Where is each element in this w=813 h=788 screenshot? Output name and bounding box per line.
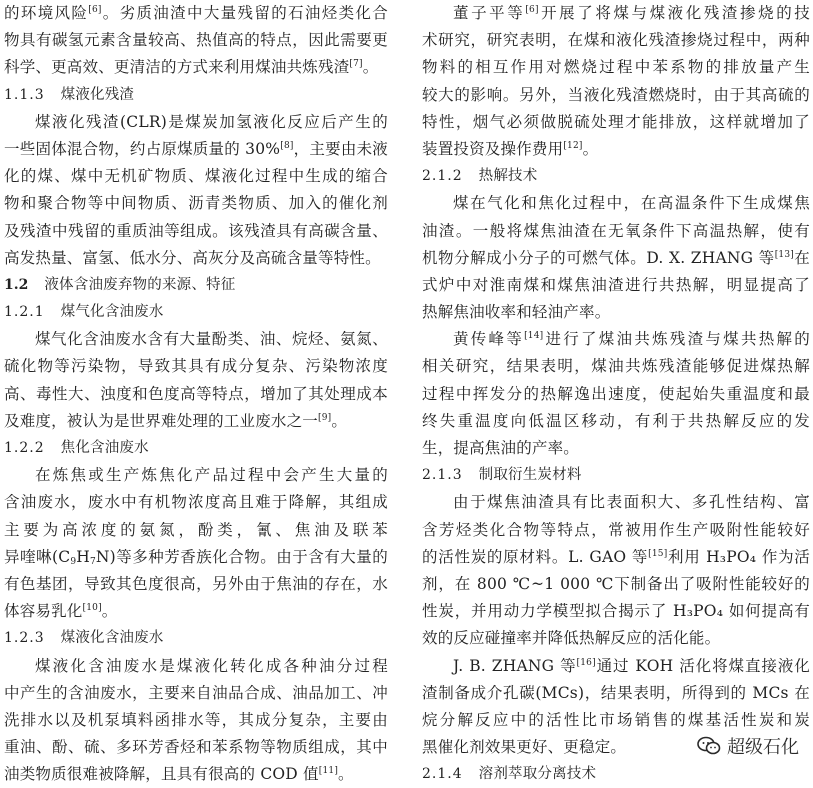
text-run: 。	[338, 765, 354, 784]
paragraph-line	[422, 54, 810, 81]
text-run: 体容易乳化	[4, 602, 83, 621]
section-title: 制取衍生炭材料	[478, 467, 582, 484]
text-run: 通过 KOH 活化将煤直接液化	[595, 656, 810, 675]
text-run: 洗排水以及机泵填料函排水等，其成分复杂，主要由	[4, 710, 388, 729]
paragraph-line	[422, 653, 810, 680]
paragraph-line	[422, 408, 810, 435]
paragraph-line	[422, 82, 810, 109]
section-number: 1.1.3	[4, 86, 45, 103]
text-run: 黑催化剂效果更好、更稳定。	[422, 738, 627, 757]
paragraph-line	[4, 680, 388, 707]
citation-ref: [6]	[88, 5, 102, 15]
section-heading	[422, 761, 810, 788]
section-number: 1.2	[4, 276, 29, 293]
paragraph-line	[4, 109, 388, 136]
text-run: 在炼焦或生产炼焦化产品过程中会产生大量的	[35, 466, 388, 485]
paragraph-line	[4, 489, 388, 516]
paragraph-line	[4, 163, 388, 190]
section-heading	[422, 462, 810, 489]
paragraph-line	[4, 734, 388, 761]
section-heading	[4, 272, 388, 299]
text-run: 开展了将煤与煤液化残渣掺烧的技	[538, 4, 810, 22]
section-number: 1.2.1	[4, 304, 45, 321]
citation-ref: [13]	[774, 249, 794, 260]
section-heading	[4, 625, 388, 652]
text-run: 含油废水，废水中有机物浓度高且难于降解，其组成	[4, 493, 388, 512]
paragraph-line	[4, 136, 388, 163]
text-run: 剂，在 800 ℃~1 000 ℃下制备出了吸附性能较好的	[422, 574, 810, 593]
text-run: 煤气化含油废水含有大量酚类、油、烷烃、氨氮、	[35, 330, 388, 349]
paragraph-line	[4, 27, 388, 54]
paragraph-line	[422, 326, 810, 353]
section-heading	[422, 163, 810, 190]
text-run: 较大的影响。另外，当液化残渣燃烧时，由于其高硫的	[422, 85, 810, 104]
paragraph-line	[422, 707, 810, 734]
citation-ref: [16]	[576, 657, 596, 668]
paragraph-line	[422, 517, 810, 544]
paragraph-line	[4, 381, 388, 408]
paragraph-line	[4, 190, 388, 217]
section-title: 液体含油废弃物的来源、特征	[44, 276, 236, 293]
text-run: 重油、酚、硫、多环芳香烃和苯系物等物质组成，其中	[4, 738, 388, 757]
citation-ref: [14]	[524, 331, 544, 342]
section-title: 煤气化含油废水	[60, 304, 164, 321]
text-run: 及残渣中残留的重质油等组成。该残渣具有高碳含量、	[4, 221, 388, 240]
text-run: 渣制备成介孔碳(MCs)，结果表明，所得到的 MCs 在	[422, 683, 810, 702]
section-number: 2.1.2	[422, 168, 463, 185]
subscript: 7	[89, 556, 96, 567]
text-run: 煤在气化和焦化过程中，在高温条件下生成煤焦	[453, 194, 810, 213]
text-run: 。	[362, 58, 379, 77]
text-run: 。	[101, 602, 118, 621]
citation-ref: [10]	[82, 603, 102, 614]
text-run: 在	[793, 248, 810, 267]
paragraph-line	[4, 353, 388, 380]
text-run: 利用 H₃PO₄ 作为活	[667, 547, 810, 566]
paragraph-line	[4, 0, 388, 27]
section-heading	[4, 82, 388, 109]
text-run: 有色基团，导致其色度很高，另外由于焦油的存在，水	[4, 574, 388, 593]
citation-ref: [11]	[318, 766, 339, 777]
text-run: 物和聚合物等中间物质、沥青类物质、加入的催化剂	[4, 194, 388, 213]
section-number: 1.2.2	[4, 440, 45, 456]
section-title: 煤液化残渣	[60, 86, 135, 103]
section-heading	[4, 435, 388, 462]
paragraph-line	[4, 517, 388, 544]
text-run: 高、毒性大、浊度和色度高等特点，增加了其处理成本	[4, 384, 388, 403]
left-column	[4, 0, 388, 788]
paragraph-line	[422, 381, 810, 408]
text-run: 由于煤焦油渣具有比表面积大、多孔性结构、富	[453, 493, 810, 512]
paragraph-line	[422, 571, 810, 598]
text-run: 过程中挥发分的热解逸出速度，使起始失重温度和最	[422, 384, 810, 403]
text-run: 。	[582, 139, 599, 158]
paragraph-line	[422, 435, 810, 462]
text-run: 热解焦油收率和轻油产率。	[422, 303, 611, 322]
paragraph-line	[422, 136, 810, 163]
paragraph-line	[422, 489, 810, 516]
citation-ref: [7]	[349, 59, 363, 70]
text-run: 异喹啉(C	[4, 547, 71, 566]
section-number: 2.1.4	[422, 766, 463, 783]
text-run: N)等多种芳香族化合物。由于含有大量的	[95, 547, 388, 566]
text-run: 烷分解反应中的活性比市场销售的煤基活性炭和炭	[422, 710, 810, 729]
text-run: 生，提高焦油的产率。	[422, 439, 580, 457]
text-run: 一些固体混合物，约占原煤质量的 30%	[4, 139, 281, 158]
text-run: J. B. ZHANG 等	[453, 656, 577, 675]
text-run: 性炭，并用动力学模型拟合揭示了 H₃PO₄ 如何提高有	[422, 602, 810, 621]
paragraph-line	[4, 462, 388, 489]
section-title: 热解技术	[478, 168, 538, 185]
text-run: 效的反应碰撞率并降低热解反应的活化能。	[422, 629, 721, 648]
citation-ref: [15]	[648, 548, 668, 559]
text-run: ，主要由未液	[293, 139, 388, 158]
text-run: 术研究，研究表明，在煤和液化残渣掺烧过程中，两种	[422, 31, 810, 50]
paragraph-line	[422, 218, 810, 245]
paragraph-line	[422, 190, 810, 217]
text-run: 油类物质很难被降解，且具有很高的 COD 值	[4, 765, 319, 784]
text-run: 。劣质油渣中大量残留的石油烃类化合	[101, 4, 388, 22]
right-column	[422, 0, 810, 788]
paragraph-line	[422, 109, 810, 136]
paragraph-line	[422, 680, 810, 707]
text-run: 装置投资及操作费用	[422, 139, 564, 158]
text-run: 煤液化含油废水是煤液化转化成各种油分过程	[35, 656, 388, 675]
text-run: H	[76, 547, 90, 566]
text-run: 董子平等	[453, 4, 526, 22]
paragraph-line	[422, 272, 810, 299]
paragraph-line	[422, 245, 810, 272]
text-run: 终失重温度向低温区移动，有利于共热解反应的发	[422, 411, 810, 430]
paragraph-line	[422, 625, 810, 652]
section-number: 2.1.3	[422, 467, 463, 484]
paragraph-line	[4, 408, 388, 435]
paragraph-line	[422, 544, 810, 571]
citation-ref: [12]	[563, 140, 583, 151]
paragraph-line	[4, 218, 388, 245]
text-run: 高发热量、富氢、低水分、高灰分及高硫含量等特性。	[4, 248, 381, 267]
text-run: 物料的相互作用对燃烧过程中苯系物的排放量产生	[422, 58, 810, 77]
paragraph-line	[4, 544, 388, 571]
citation-ref: [8]	[280, 140, 294, 151]
text-run: 进行了煤油共炼残渣与煤共热解的	[543, 330, 810, 349]
text-run: 特性，烟气必须做脱硫处理才能排放，这样就增加了	[422, 112, 810, 131]
text-run: 化的煤、煤中无机矿物质、煤液化过程中生成的缩合	[4, 167, 388, 186]
text-run: 物具有碳氢元素含量较高、热值高的特点，因此需要更	[4, 31, 388, 50]
text-run: 科学、更高效、更清洁的方式来利用煤油共炼残渣	[4, 58, 350, 77]
wechat-icon	[697, 736, 721, 756]
watermark-text: 超级石化	[727, 737, 799, 758]
citation-ref: [9]	[318, 412, 332, 423]
section-number: 1.2.3	[4, 630, 45, 647]
text-run: 相关研究，结果表明，煤油共炼残渣能够促进煤热解	[422, 357, 810, 376]
text-run: 含芳烃类化合物等特点，常被用作生产吸附性能较好	[422, 520, 810, 539]
section-title: 焦化含油废水	[60, 440, 149, 456]
section-heading	[4, 299, 388, 326]
subscript: 9	[70, 556, 77, 567]
text-run: 黄传峰等	[453, 330, 525, 349]
paragraph-line	[4, 326, 388, 353]
text-run: 中产生的含油废水，主要来自油品合成、油品加工、冲	[4, 683, 388, 702]
text-run: 煤液化残渣(CLR)是煤炭加氢液化反应后产生的	[35, 112, 388, 131]
paragraph-line	[4, 245, 388, 272]
text-run: 的环境风险	[4, 4, 89, 22]
text-run: 油渣。一般将煤焦油渣在无氧条件下高温热解，使有	[422, 221, 810, 240]
paragraph-line	[422, 0, 810, 27]
text-run: 机物分解成小分子的可燃气体。D. X. ZHANG 等	[422, 248, 775, 267]
paragraph-line	[4, 598, 388, 625]
text-run: 及难度，被认为是世界难处理的工业废水之一	[4, 411, 319, 430]
text-run: 的活性炭的原材料。L. GAO 等	[422, 547, 649, 566]
paragraph-line	[4, 54, 388, 81]
citation-ref: [6]	[525, 5, 539, 15]
paragraph-line	[4, 653, 388, 680]
paragraph-line	[4, 571, 388, 598]
watermark	[693, 733, 803, 759]
section-title: 溶剂萃取分离技术	[478, 766, 597, 783]
paragraph-line	[4, 761, 388, 788]
text-run: 。	[331, 411, 348, 430]
paragraph-line	[422, 27, 810, 54]
text-run: 硫化物等污染物，导致其具有成分复杂、污染物浓度	[4, 357, 388, 376]
paragraph-line	[422, 353, 810, 380]
text-run: 式炉中对淮南煤和煤焦油渣进行共热解，明显提高了	[422, 275, 810, 294]
text-run: 主要为高浓度的氨氮，酚类，氰、焦油及联苯	[4, 520, 388, 539]
section-title: 煤液化含油废水	[60, 630, 164, 647]
paragraph-line	[422, 299, 810, 326]
paragraph-line	[4, 707, 388, 734]
paragraph-line	[422, 598, 810, 625]
